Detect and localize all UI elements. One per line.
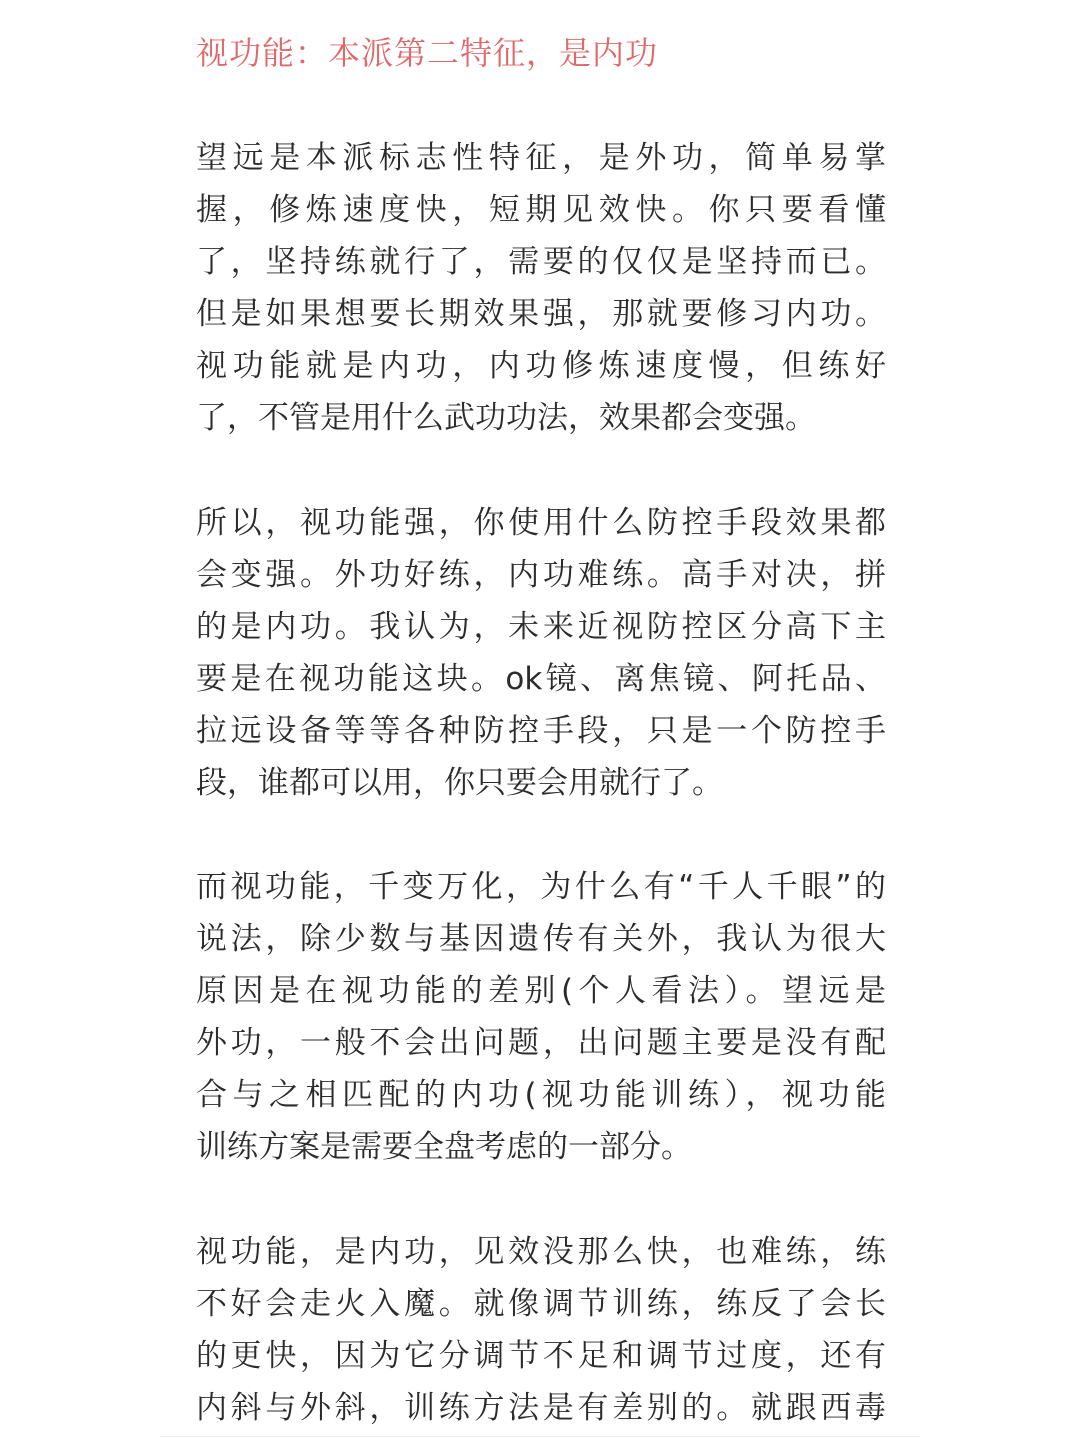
paragraph-line: 的更快，因为它分调节不足和调节过度，还有 (196, 1338, 886, 1374)
paragraph-line: 拉远设备等等各种防控手段，只是一个防控手 (196, 713, 886, 749)
paragraph-line: 的是内功。我认为，未来近视防控区分高下主 (196, 609, 886, 645)
article-title: 视功能：本派第二特征，是内功 (196, 34, 659, 72)
paragraph-line: 所以，视功能强，你使用什么防控手段效果都 (196, 505, 886, 541)
paragraph-line: 会变强。外功好练，内功难练。高手对决，拼 (196, 557, 886, 593)
paragraph-line: 不好会走火入魔。就像调节训练，练反了会长 (196, 1286, 886, 1322)
paragraph-line: 但是如果想要长期效果强，那就要修习内功。 (196, 296, 886, 332)
paragraph-line: 说法，除少数与基因遗传有关外，我认为很大 (196, 921, 886, 957)
paragraph-line: 段，谁都可以用，你只要会用就行了。 (196, 765, 723, 801)
paragraph-line: 了，不管是用什么武功功法，效果都会变强。 (196, 400, 816, 436)
paragraph-line: 了，坚持练就行了，需要的仅仅是坚持而已。 (196, 244, 886, 280)
paragraph-line: 而视功能，千变万化，为什么有“千人千眼”的 (196, 869, 886, 905)
paragraph-line: 握，修炼速度快，短期见效快。你只要看懂 (196, 192, 886, 228)
paragraph-line: 望远是本派标志性特征，是外功，简单易掌 (196, 140, 886, 176)
paragraph-line: 外功，一般不会出问题，出问题主要是没有配 (196, 1025, 886, 1061)
paragraph-1 (196, 132, 886, 444)
paragraph-line: 视功能就是内功，内功修炼速度慢，但练好 (196, 348, 886, 384)
paragraph-4 (196, 1226, 886, 1434)
paragraph-2 (196, 497, 886, 809)
paragraph-line: 视功能，是内功，见效没那么快，也难练，练 (196, 1234, 886, 1270)
paragraph-3 (196, 861, 886, 1173)
paragraph-line: 要是在视功能这块。ok镜、离焦镜、阿托品、 (196, 661, 886, 697)
paragraph-line: 合与之相匹配的内功(视功能训练），视功能 (196, 1077, 886, 1113)
paragraph-line: 训练方案是需要全盘考虑的一部分。 (196, 1129, 692, 1165)
paragraph-line: 内斜与外斜，训练方法是有差别的。就跟西毒 (196, 1390, 886, 1426)
paragraph-line: 原因是在视功能的差别(个人看法）。望远是 (196, 973, 886, 1009)
bottom-divider (160, 1436, 920, 1437)
